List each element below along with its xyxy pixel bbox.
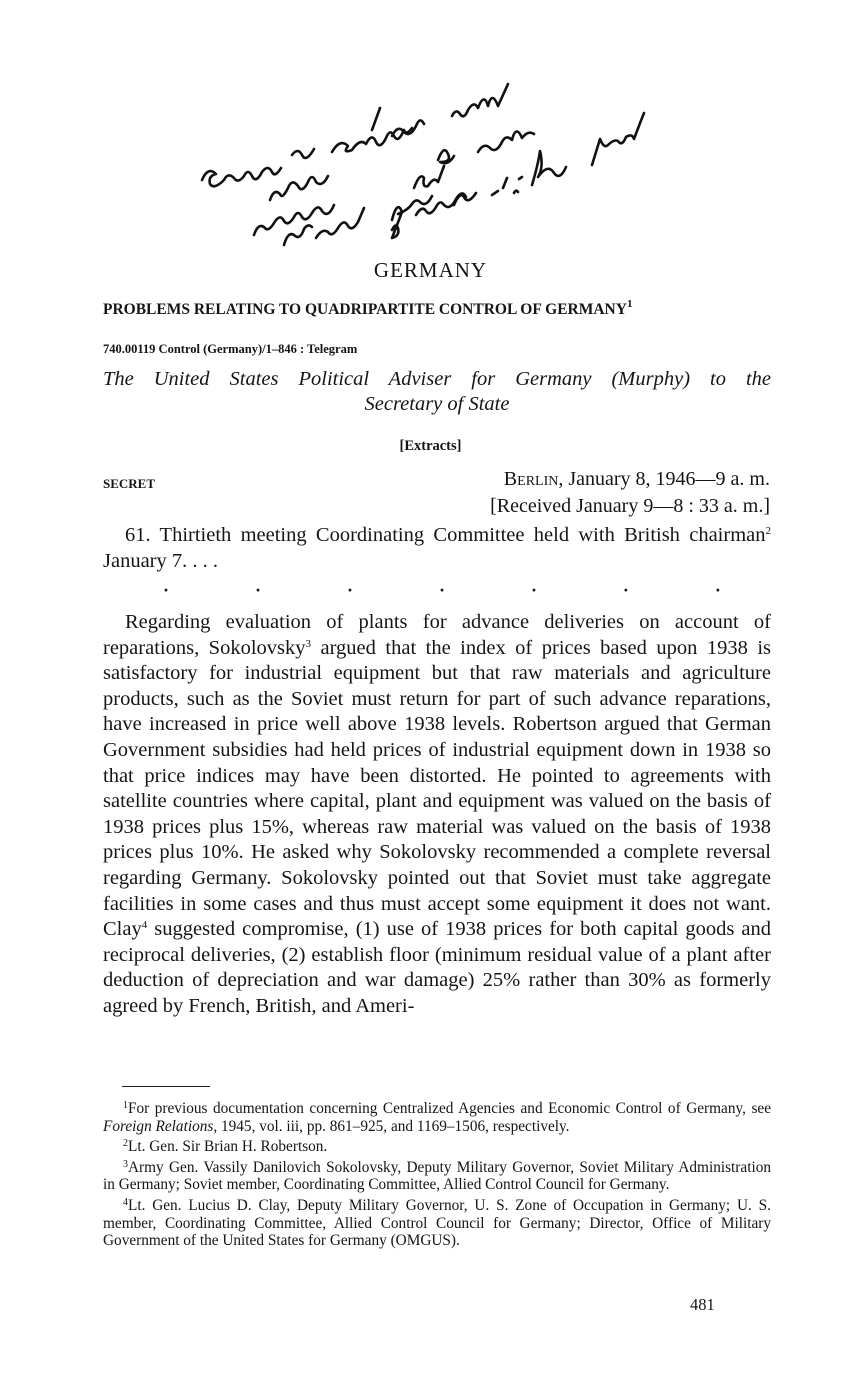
- footnote: [103, 1097, 771, 1135]
- omission-dot: ·: [530, 580, 537, 600]
- footnote-text: Army Gen. Vassily Danilovich Sokolovsky, Deputy Military Governor, Soviet Military Administration in Germany; Soviet member, Coordinating Committee, Allied Control Council for Germany.: [103, 1158, 771, 1194]
- footnote-ref-1: 1: [626, 298, 633, 310]
- paragraph-evaluation: [103, 610, 771, 1020]
- paragraph-61-text-a: 61. Thirtieth meeting Coordinating Committee held with British chairman: [125, 524, 766, 546]
- footnote-number: 1: [123, 1100, 128, 1111]
- footnote-citation: Foreign Relations,: [103, 1117, 218, 1135]
- footnotes: [103, 1097, 771, 1250]
- footnote-number: 4: [123, 1196, 128, 1208]
- omission-dot: ·: [622, 580, 629, 600]
- section-heading: GERMANY: [373, 258, 488, 282]
- paragraph-evaluation-text-a: Regarding evaluation of plants for advance deliveries on account of reparations, Sokolovsky: [103, 611, 771, 659]
- footnote-number: 2: [123, 1138, 128, 1150]
- footnote: [103, 1135, 771, 1156]
- paragraph-61-text-b: January 7. . . .: [103, 549, 219, 572]
- document-subheading: [103, 298, 783, 319]
- footnote-text: Lt. Gen. Sir Brian H. Robertson.: [128, 1138, 328, 1156]
- page-number: 481: [690, 1295, 715, 1314]
- omission-dot: ·: [254, 580, 261, 600]
- footnote-text: For previous documentation concerning Centralized Agencies and Economic Control of Germany, see: [128, 1100, 771, 1117]
- omission-dot: ·: [346, 580, 353, 600]
- dateline-sent: [448, 468, 770, 491]
- omission-dot: ·: [163, 580, 170, 600]
- dateline-received: [Received January 9—8 : 33 a. m.]: [490, 495, 770, 517]
- footnote: [103, 1194, 771, 1250]
- footnote-ref-2: 2: [765, 525, 771, 537]
- footnote-text: 1945, vol. iii, pp. 861–925, and 1169–1506, respectively.: [217, 1117, 570, 1135]
- footnote-divider: [122, 1086, 210, 1087]
- extracts-label: [Extracts]: [399, 438, 462, 454]
- omission-dot: ·: [438, 580, 445, 600]
- handwritten-inscription: [192, 70, 672, 240]
- omission-dot: ·: [714, 580, 721, 600]
- paragraph-evaluation-text-c: suggested compromise, (1) use of 1938 prices for both capital goods and reciprocal deliveries, (2) establish floor (minimum residual value of a plant after deduction of depreciation and war damage) 25% rather than 30% as formerly agreed by French, British, and Ameri-: [103, 918, 771, 1017]
- footnote-ref-4: 4: [141, 919, 148, 932]
- document-title-line-2: Secretary of State: [364, 393, 510, 415]
- dateline-date: , January 8, 1946—9 a. m.: [558, 468, 770, 490]
- paragraph-61: [103, 523, 771, 574]
- omission-dots: [103, 580, 771, 601]
- footnote-number: 3: [123, 1158, 128, 1170]
- document-title-line-1: The United States Political Adviser for Germany (Murphy) to the: [103, 368, 771, 390]
- paragraph-evaluation-text-b: argued that the index of prices based upon 1938 is satisfactory for industrial equipment but that raw materials and agriculture products, such as the Soviet must return for part of such advance reparations, have increased in price well above 1938 levels. Robertson argued that German Government subsidies had held prices of industrial equipment down in 1938 so that price indices may have been distorted. He pointed to agreements with satellite countries where capital, plant and equipment was valued on the basis of 1938 prices plus 15%, whereas raw material was valued on the basis of 1938 prices plus 10%. He asked why Sokolovsky recommended a complete reversal regarding Germany. Sokolovsky pointed out that Soviet must take aggregate facilities in some cases and thus must accept some equipment it does not want. Clay: [103, 636, 771, 941]
- footnote-ref-3: 3: [305, 637, 312, 650]
- file-number: 740.00119 Control (Germany)/1–846 : Telegram: [103, 342, 358, 356]
- classification-label: SECRET: [103, 476, 156, 491]
- handwritten-inscription-drawing: [192, 70, 672, 240]
- footnote: [103, 1156, 771, 1194]
- subheading-text: PROBLEMS RELATING TO QUADRIPARTITE CONTROL OF GERMANY: [103, 301, 627, 318]
- dateline-city: Berlin: [503, 468, 559, 490]
- footnote-text: Lt. Gen. Lucius D. Clay, Deputy Military Governor, U. S. Zone of Occupation in Germany; U. S. member, Coordinating Committee, Allied Control Council for Germany; Director, Office of Military Government of the United States for Germany (OMGUS).: [103, 1196, 771, 1250]
